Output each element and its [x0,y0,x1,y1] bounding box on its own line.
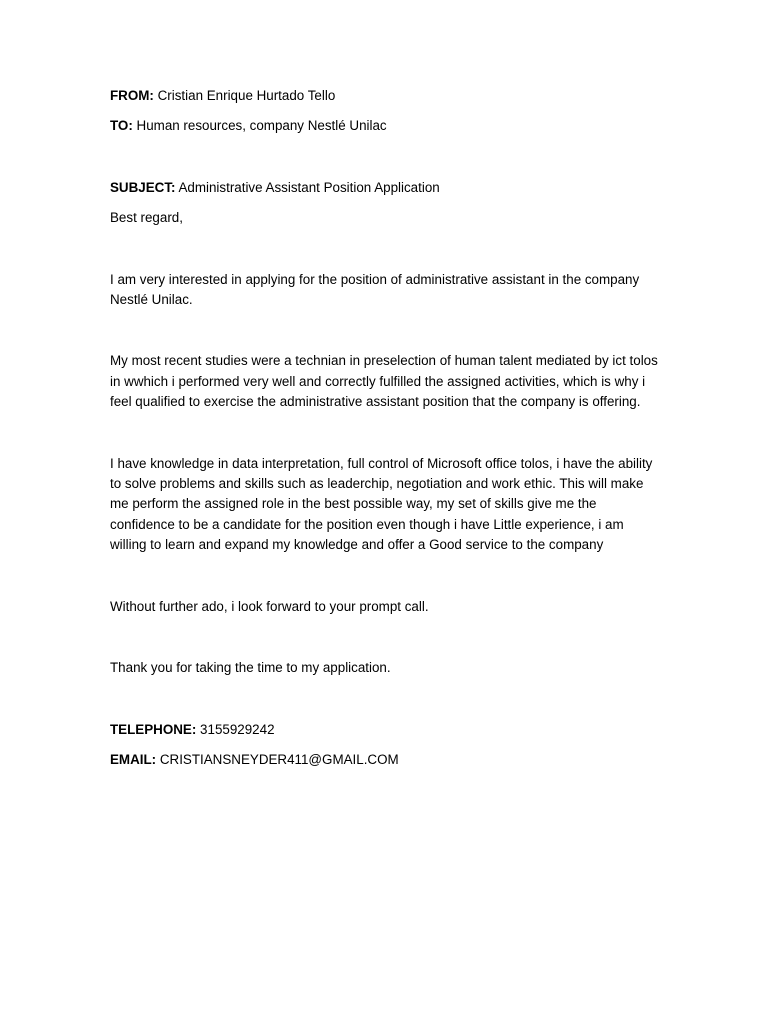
email-value: CRISTIANSNEYDER411@GMAIL.COM [159,751,399,767]
to-line [110,116,658,136]
greeting: Best regard, [110,210,183,226]
from-value: Cristian Enrique Hurtado Tello [157,88,336,103]
email-line [110,750,658,770]
to-label: TO: [110,118,133,134]
paragraph-skills: I have knowledge in data interpretation, full control of Microsoft office tolos, i have the ability to solve problems and skills such as leaderchip, negotiation and work ethic. This will make me perform the assigned role in the best possible way, my set of skills give me the confidence to be a candidate for the position even though i have Little experience, i am willing to learn and expand my knowledge and offer a Good service to the company [110,455,653,553]
paragraph-interest: I am very interested in applying for the position of administrative assistant in the company Nestlé Unilac. [110,271,640,308]
telephone-line [110,720,658,740]
email-label: EMAIL: [110,751,157,767]
subject-label: SUBJECT: [110,179,176,195]
paragraph-studies: My most recent studies were a technian in preselection of human talent mediated by ict tolos in wwhich i performed very well and correctly fulfilled the assigned activities, which is why i feel qualified to exercise the administrative assistant position that the company is offering. [110,353,658,410]
letter-body [110,86,658,770]
to-value: Human resources, company Nestlé Unilac [136,118,387,134]
telephone-label: TELEPHONE: [110,721,197,737]
closing-call: Without further ado, i look forward to your prompt call. [110,598,429,614]
from-label: FROM: [110,88,154,103]
closing-thanks: Thank you for taking the time to my application. [110,660,391,676]
from-line [110,86,658,106]
subject-value: Administrative Assistant Position Application [178,179,440,195]
subject-line [110,178,658,198]
telephone-value: 3155929242 [200,721,275,737]
